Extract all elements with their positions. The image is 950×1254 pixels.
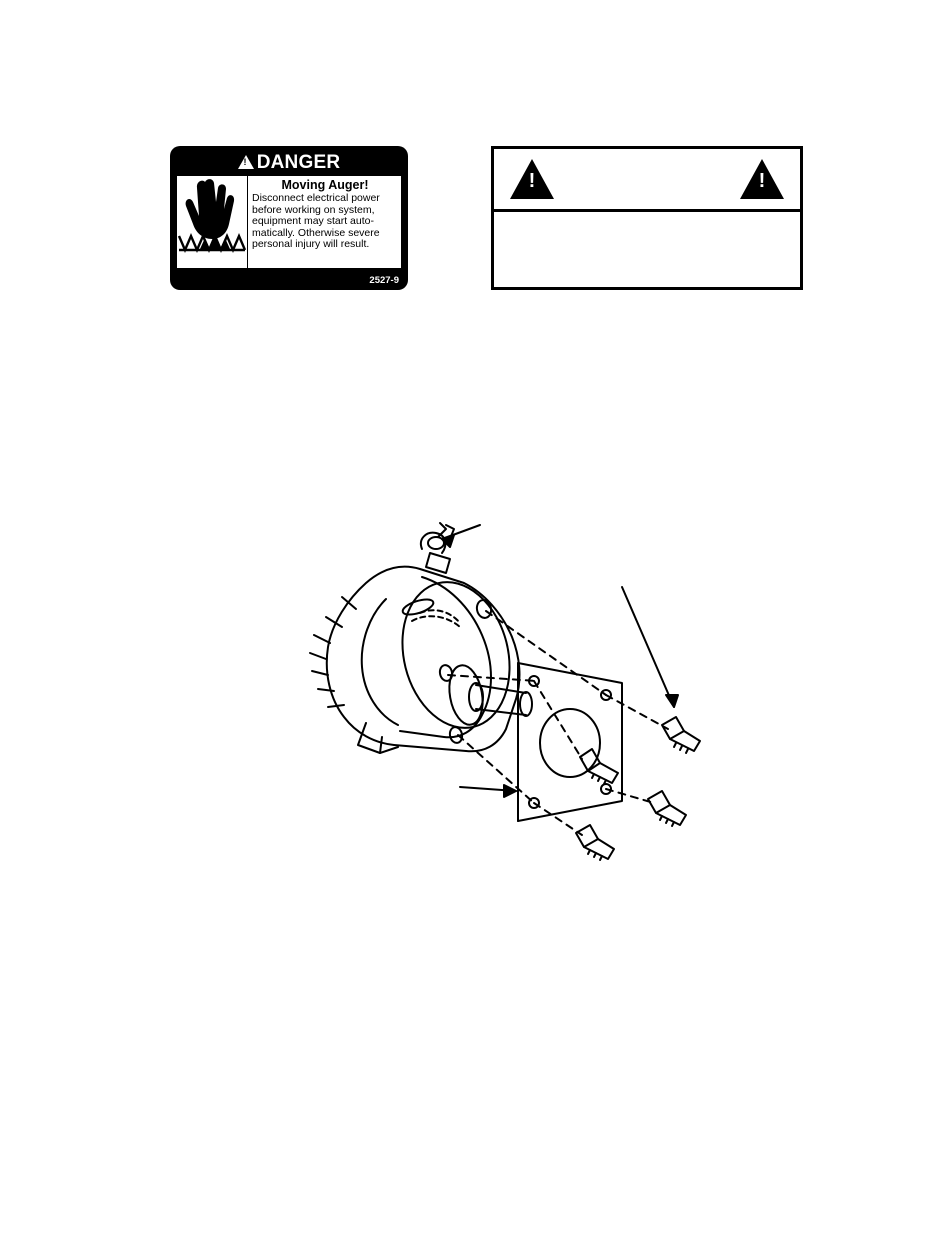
danger-decal-text: [248, 175, 402, 269]
mounting-plate: [518, 663, 622, 821]
hand-in-auger-icon: [176, 175, 248, 269]
danger-decal-part-number: 2527-9: [369, 275, 399, 286]
bolt-3: [648, 791, 686, 826]
danger-decal-title: Moving Auger!: [281, 178, 369, 192]
warning-triangle-icon: [238, 155, 254, 169]
warning-box-header: [494, 149, 800, 212]
warning-triangle-icon-left: [510, 159, 554, 199]
danger-decal-header-label: DANGER: [256, 151, 341, 173]
warning-box-body: [494, 212, 800, 290]
danger-decal-body: [176, 175, 402, 269]
danger-decal-message: Disconnect electrical power before working on system, equipment may start auto-matically. Otherwise severe personal injury will result.: [252, 192, 380, 251]
bolt-4: [576, 825, 614, 860]
warning-box: [491, 146, 803, 290]
warning-triangle-icon-right: [740, 159, 784, 199]
danger-decal: [170, 146, 408, 290]
gear-motor-mounting-plate-figure: [270, 495, 740, 865]
gearbox-housing: [310, 523, 532, 753]
danger-decal-header: [176, 151, 402, 173]
assembly-dashed-lines: [448, 611, 668, 835]
bolt-1: [662, 717, 700, 753]
leader-lines: [442, 525, 678, 797]
